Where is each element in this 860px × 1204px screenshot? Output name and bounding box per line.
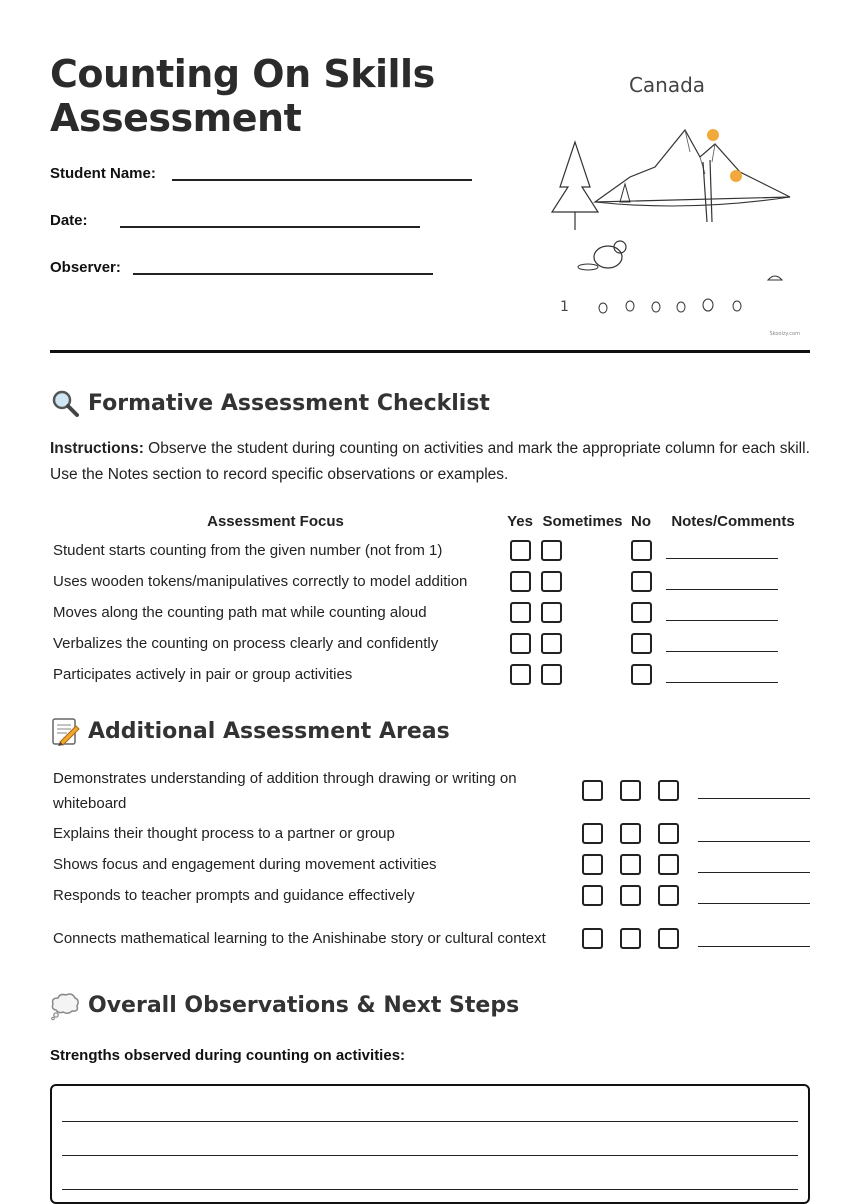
yes-checkbox[interactable] [510, 633, 531, 654]
table-row [50, 628, 810, 659]
checklist-table [50, 507, 810, 690]
yes-checkbox[interactable] [510, 540, 531, 561]
focus-text: Verbalizes the counting on process clearly and confidently [53, 635, 439, 652]
instructions-text: Observe the student during counting on activities and mark the appropriate column for each skill. Use the Notes section to record specific observations or examples. [50, 440, 810, 483]
notes-line[interactable] [666, 668, 778, 683]
yes-checkbox[interactable] [582, 928, 603, 949]
no-checkbox[interactable] [658, 854, 679, 875]
no-checkbox[interactable] [631, 571, 652, 592]
writing-line [62, 1155, 798, 1156]
yes-checkbox[interactable] [582, 780, 603, 801]
header-sometimes: Sometimes [542, 512, 623, 530]
yes-checkbox[interactable] [582, 823, 603, 844]
waterfall [703, 160, 712, 222]
notes-line[interactable] [666, 637, 778, 652]
observations-title: Overall Observations & Next Steps [88, 992, 520, 1018]
header [50, 52, 810, 352]
notes-line[interactable] [698, 889, 810, 904]
table-row [50, 763, 810, 818]
yes-checkbox[interactable] [510, 571, 531, 592]
illustration-number: 1 [560, 299, 569, 315]
focus-text: Moves along the counting path mat while counting aloud [53, 604, 427, 621]
observations-heading [50, 990, 519, 1020]
no-checkbox[interactable] [658, 780, 679, 801]
date-label: Date: [50, 212, 88, 229]
orange-dot [730, 170, 742, 182]
footprints [599, 299, 741, 313]
sometimes-checkbox[interactable] [620, 854, 641, 875]
no-checkbox[interactable] [631, 540, 652, 561]
sometimes-checkbox[interactable] [620, 823, 641, 844]
orange-dot [707, 129, 719, 141]
page-title: Counting On Skills Assessment [50, 52, 435, 140]
yes-checkbox[interactable] [510, 664, 531, 685]
student-name-line[interactable] [172, 179, 472, 181]
table-row [50, 849, 810, 880]
sometimes-checkbox[interactable] [541, 633, 562, 654]
table-header-row [50, 507, 810, 535]
strengths-label: Strengths observed during counting on activities: [50, 1047, 406, 1064]
additional-table [50, 763, 810, 966]
no-checkbox[interactable] [631, 633, 652, 654]
yes-checkbox[interactable] [582, 854, 603, 875]
table-row [50, 566, 810, 597]
observer-field [50, 259, 121, 276]
table-row [50, 659, 810, 690]
pine-tree [552, 142, 598, 212]
mountain-outline [595, 130, 790, 202]
memo-pencil-icon [50, 716, 80, 746]
header-assessment-focus: Assessment Focus [207, 512, 344, 530]
area-text: Responds to teacher prompts and guidance effectively [53, 887, 415, 904]
sometimes-checkbox[interactable] [541, 602, 562, 623]
student-name-field [50, 165, 156, 182]
sometimes-checkbox[interactable] [620, 885, 641, 906]
magnifying-glass-icon [50, 388, 80, 418]
no-checkbox[interactable] [658, 823, 679, 844]
table-row [50, 597, 810, 628]
thought-bubble-icon [50, 990, 80, 1020]
beaver [594, 246, 622, 268]
date-field [50, 212, 88, 229]
additional-heading [50, 716, 450, 746]
illustration-credit: Skoolzy.com [769, 331, 800, 337]
yes-checkbox[interactable] [582, 885, 603, 906]
writing-line [62, 1121, 798, 1122]
notes-line[interactable] [698, 932, 810, 947]
additional-title: Additional Assessment Areas [88, 718, 450, 744]
sometimes-checkbox[interactable] [620, 780, 641, 801]
checklist-title: Formative Assessment Checklist [88, 390, 490, 416]
canada-mountain-illustration [540, 62, 810, 337]
table-row [50, 535, 810, 566]
area-text: Connects mathematical learning to the Anishinabe story or cultural context [53, 930, 546, 947]
no-checkbox[interactable] [658, 885, 679, 906]
table-row [50, 880, 810, 911]
writing-line [62, 1189, 798, 1190]
area-text: Demonstrates understanding of addition through drawing or writing on whiteboard [53, 769, 517, 812]
table-row [50, 911, 810, 966]
sometimes-checkbox[interactable] [620, 928, 641, 949]
checklist-heading [50, 388, 490, 418]
focus-text: Participates actively in pair or group activities [53, 666, 353, 683]
instructions-label: Instructions: [50, 440, 144, 457]
focus-text: Uses wooden tokens/manipulatives correctly to model addition [53, 573, 468, 590]
focus-text: Student starts counting from the given number (not from 1) [53, 542, 443, 559]
notes-line[interactable] [698, 858, 810, 873]
header-notes: Notes/Comments [671, 512, 795, 530]
no-checkbox[interactable] [631, 602, 652, 623]
illustration-caption: Canada [628, 73, 706, 97]
instructions [50, 436, 810, 488]
no-checkbox[interactable] [631, 664, 652, 685]
notes-line[interactable] [666, 544, 778, 559]
area-text: Explains their thought process to a partner or group [53, 825, 395, 842]
notes-line[interactable] [698, 784, 810, 799]
sometimes-checkbox[interactable] [541, 540, 562, 561]
notes-line[interactable] [666, 606, 778, 621]
student-name-label: Student Name: [50, 165, 156, 182]
sometimes-checkbox[interactable] [541, 571, 562, 592]
sometimes-checkbox[interactable] [541, 664, 562, 685]
observer-label: Observer: [50, 259, 121, 276]
header-divider [50, 350, 810, 353]
table-row [50, 818, 810, 849]
yes-checkbox[interactable] [510, 602, 531, 623]
header-yes: Yes [507, 512, 533, 530]
area-text: Shows focus and engagement during movement activities [53, 856, 437, 873]
no-checkbox[interactable] [658, 928, 679, 949]
header-no: No [631, 512, 651, 530]
strengths-writing-box[interactable] [50, 1084, 810, 1204]
notes-line[interactable] [666, 575, 778, 590]
notes-line[interactable] [698, 827, 810, 842]
observer-line[interactable] [133, 273, 433, 275]
date-line[interactable] [120, 226, 420, 228]
